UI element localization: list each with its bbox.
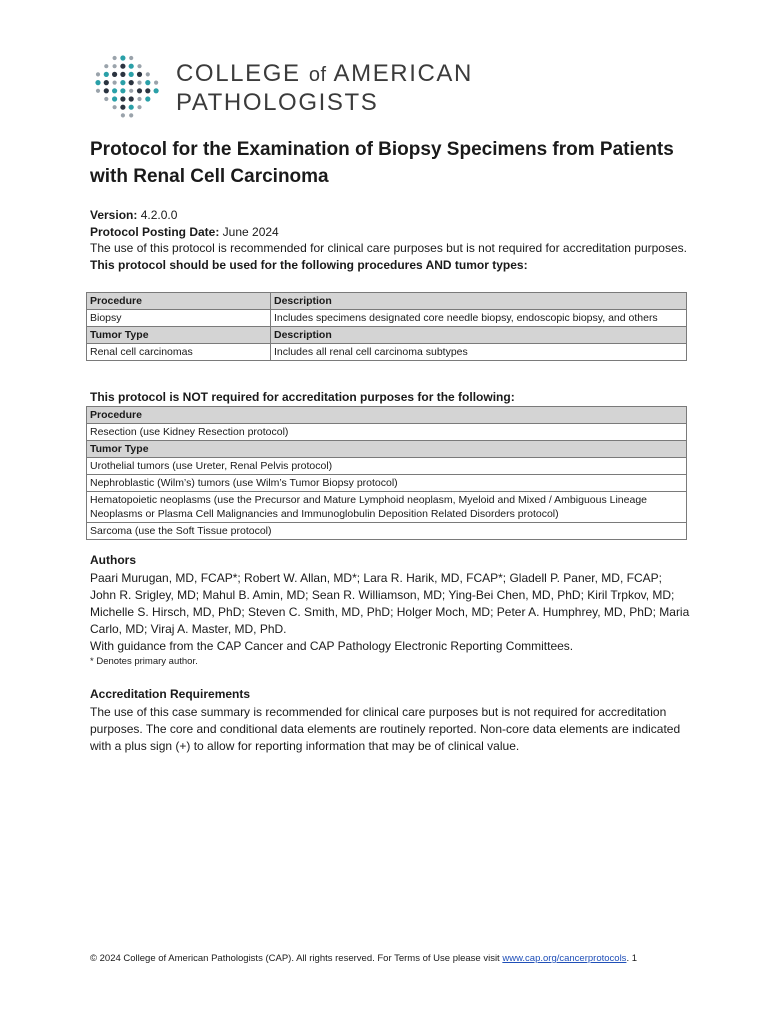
page-title: Protocol for the Examination of Biopsy Specimens from Patients with Renal Cell Carcinoma [90, 139, 674, 187]
authors-heading: Authors [90, 553, 136, 567]
logo-wordmark: COLLEGE of AMERICAN PATHOLOGISTS [176, 60, 473, 116]
table-header-row: Procedure [87, 407, 687, 424]
table-row: Resection (use Kidney Resection protocol) [87, 424, 687, 441]
page-footer: © 2024 College of American Pathologists (CAP). All rights reserved. For Terms of Use please visit www.cap.org/cancerprotocols. 1 [90, 953, 637, 964]
accreditation-text: The use of this case summary is recommended for clinical care purposes but is not required for accreditation purposes. The core and conditional data elements are routinely reported. Non-core data elements are indicated with a plus sign (+) to allow for reporting information that may be of clinical value. [90, 705, 681, 753]
cancer-protocols-link[interactable]: www.cap.org/cancerprotocols [502, 953, 627, 964]
table-header-row: Tumor Type Description [87, 327, 687, 344]
accreditation-heading: Accreditation Requirements [90, 687, 251, 701]
protocol-meta: Version: 4.2.0.0 Protocol Posting Date: June 2024 The use of this protocol is recommended for clinical care purposes but is not required for accreditation purposes. This protocol should be used for the following procedures AND tumor types: [90, 207, 690, 273]
procedures-table [86, 292, 687, 361]
primary-author-note: * Denotes primary author. [90, 656, 198, 667]
authors-list: Paari Murugan, MD, FCAP*; Robert W. Allan, MD*; Lara R. Harik, MD, FCAP*; Gladell P. Paner, MD, FCAP; John R. Srigley, MD; Mahul B. Amin, MD; Sean R. Williamson, MD; Ying-Bei Chen, MD, PhD; Kiril Trpkov, MD; Michelle S. Hirsch, MD, PhD; Steven C. Smith, MD, PhD; Holger Moch, MD; Peter A. Humphrey, MD, PhD; Maria Carlo, MD; Viraj A. Master, MD, PhD. [90, 571, 690, 636]
table-row: Urothelial tumors (use Ureter, Renal Pelvis protocol) [87, 458, 687, 475]
authors-section [90, 552, 690, 669]
guidance-text: With guidance from the CAP Cancer and CAP Pathology Electronic Reporting Committees. [90, 639, 574, 653]
not-required-heading: This protocol is NOT required for accreditation purposes for the following: [90, 390, 515, 404]
logo-dots-icon [94, 54, 162, 120]
table-row: Biopsy Includes specimens designated core needle biopsy, endoscopic biopsy, and others [87, 310, 687, 327]
table-row: Hematopoietic neoplasms (use the Precursor and Mature Lymphoid neoplasm, Myeloid and Mixed / Ambiguous Lineage Neoplasms or Plasma Cell Malignancies and Immunoglobulin Deposition Related Disorders protocol) [87, 492, 687, 523]
accreditation-section [90, 686, 690, 755]
table-header-row: Tumor Type [87, 441, 687, 458]
table-row: Sarcoma (use the Soft Tissue protocol) [87, 523, 687, 540]
table-header-row: Procedure Description [87, 293, 687, 310]
table-row: Nephroblastic (Wilm’s) tumors (use Wilm’s Tumor Biopsy protocol) [87, 475, 687, 492]
table-row: Renal cell carcinomas Includes all renal cell carcinoma subtypes [87, 344, 687, 361]
use-statement: The use of this protocol is recommended for clinical care purposes but is not required for accreditation purposes. [90, 241, 687, 255]
should-use-heading: This protocol should be used for the following procedures AND tumor types: [90, 257, 528, 272]
not-required-table [86, 406, 687, 540]
cap-logo [94, 54, 474, 120]
